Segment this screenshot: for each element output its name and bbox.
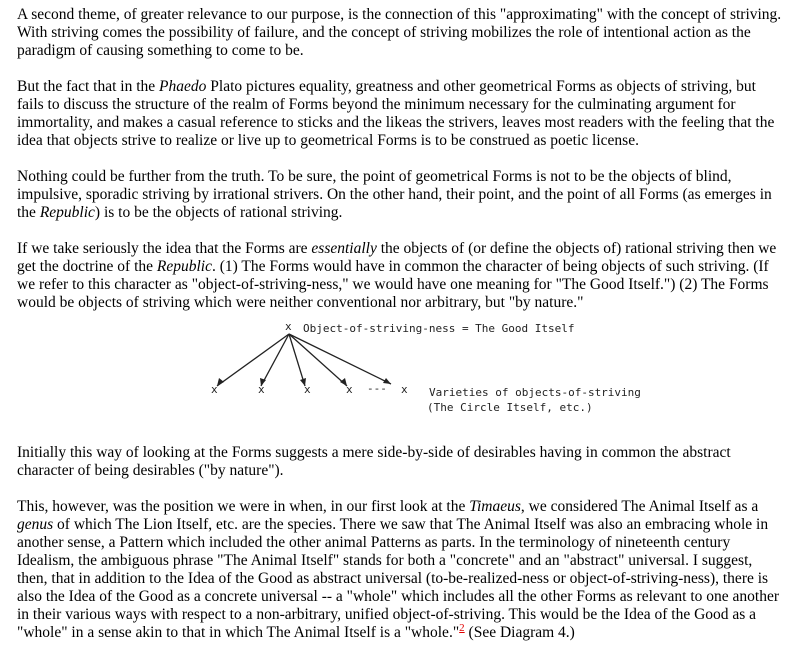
paragraph-6-text-b: , we considered The Animal Itself as a: [520, 498, 759, 515]
genus-emphasis: genus: [17, 516, 54, 533]
paragraph-2-text-b: Plato pictures equality, greatness and other geometrical Forms as objects of striving, but fails to discuss the structure of the realm of Forms beyond the minimum necessary for the culminating argument for immortality, and makes a casual reference to sticks and the likeas the strivers, leaves most readers with the feeling that the idea that objects strive to realize or live up to geometrical Forms is to be construed as poetic license.: [17, 78, 775, 149]
paragraph-4-text-b: the objects of (or define the objects of) rational striving then we get the doctrine of the: [17, 240, 777, 275]
paragraph-6-text-c: of which The Lion Itself, etc. are the species. There we saw that The Animal Itself was also an embracing whole in another sense, a Pattern which included the other animal Patterns as parts. In the terminology of nineteenth century Idealism, the ambiguous phrase "The Animal Itself" stands for both a "concrete" and an "abstract" universal. I suggest, then, that in addition to the Idea of the Good as abstract universal (to-be-realized-ness or object-of-striving-ness), there is also the Idea of the Good as a concrete universal -- a "whole" which includes all the other Forms as relevant to one another in their various ways with respect to a non-arbitrary, unified object-of-striving. This would be the Idea of the Good as a "whole" in a sense akin to that in which The Animal Itself is a "whole.": [17, 516, 779, 641]
paragraph-3-text-b: ) is to be the objects of rational striving.: [94, 204, 343, 221]
paragraph-1: A second theme, of greater relevance to our purpose, is the connection of this "approximating" with the concept of striving. With striving comes the possibility of failure, and the concept of striving mobilizes the role of intentional action as the paradigm of causing something to come to be.: [17, 6, 782, 59]
paragraph-6-text-d: (See Diagram 4.): [464, 624, 575, 641]
paragraph-3-text-a: Nothing could be further from the truth. To be sure, the point of geometrical Forms is not to be the objects of blind, impulsive, sporadic striving by irrational strivers. On the other hand, their point, and the point of all Forms (as emerges in the: [17, 168, 772, 221]
paragraph-3: [17, 168, 784, 222]
variety-ellipsis: ---: [367, 382, 387, 395]
variety-mark-5: x: [401, 383, 408, 396]
varieties-label: Varieties of objects-of-striving: [429, 386, 641, 399]
paragraph-2: [17, 78, 784, 150]
varieties-example-label: (The Circle Itself, etc.): [427, 401, 593, 414]
timaeus-title: Timaeus: [469, 498, 521, 515]
republic-title: Republic: [39, 204, 95, 221]
striving-diagram: [197, 320, 641, 420]
republic-title-2: Republic: [156, 258, 212, 275]
paragraph-6: [17, 498, 784, 642]
diagram-top-label: Object-of-striving-ness = The Good Itself: [303, 322, 575, 335]
variety-mark-4: x: [346, 383, 353, 396]
phaedo-title: Phaedo: [159, 78, 207, 95]
paragraph-4-text-c: . (1) The Forms would have in common the character of being objects of such striving. (If we refer to this character as "object-of-striving-ness," we would have one meaning for "The Good Itself.") (2) The Forms would be objects of striving which were neither conventional nor arbitrary, but "by nature.": [17, 258, 769, 311]
paragraph-4: [17, 240, 784, 312]
paragraph-4-text-a: If we take seriously the idea that the Forms are: [17, 240, 312, 257]
paragraph-2-text-a: But the fact that in the: [17, 78, 160, 95]
variety-mark-2: x: [258, 383, 265, 396]
essentially-emphasis: essentially: [311, 240, 377, 257]
paragraph-5: Initially this way of looking at the Forms suggests a mere side-by-side of desirables having in common the abstract character of being desirables ("by nature").: [17, 444, 731, 479]
variety-mark-1: x: [211, 383, 218, 396]
variety-mark-3: x: [304, 383, 311, 396]
diagram-top-mark: x: [285, 320, 292, 333]
footnote-link[interactable]: 2: [459, 621, 465, 634]
paragraph-6-text-a: This, however, was the position we were in when, in our first look at the: [17, 498, 470, 515]
